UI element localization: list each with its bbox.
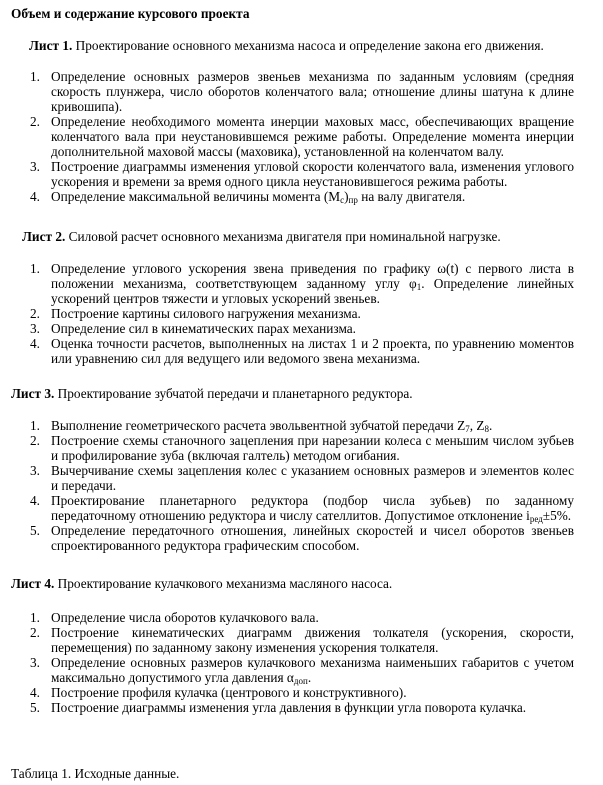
sheet-description: Проектирование кулачкового механизма масляного насоса. [54,576,393,591]
list-item: 3. Построение диаграммы изменения угловой скорости коленчатого вала, изменения углового ускорения и времени за время одного цикла неустановившегося режима работы. [30,159,574,189]
list-item: 4. Построение профиля кулачка (центрового и конструктивного). [30,685,407,700]
sheet-description: Проектирование зубчатой передачи и планетарного редуктора. [54,386,413,401]
list-item: 1. Определение углового ускорения звена приведения по графику ω(t) с первого листа в положении механизма, соответствующем заданному углу $\varphi_1$. Определение линейных ускорений центров тяжести и угловых ускорений звеньев. [30,261,574,306]
sheet-4-heading [11,576,392,591]
sheet-2-list [11,261,574,366]
list-item: 3. Определение основных размеров кулачкового механизма наименьших габаритов с учетом максимально допустимого угла давления $\alpha_{доп}$. [30,655,574,686]
sheet-label: Лист 2. [22,229,66,244]
list-item: 2. Построение кинематических диаграмм движения толкателя (ускорения, скорости, перемещения) по заданному закону изменения ускорения толкателя. [30,625,574,655]
list-item: 2. Определение необходимого момента инерции маховых масс, обеспечивающих вращение коленчатого вала при неустановившемся режиме работы. Определение момента инерции дополнительной маховой массы (маховика), установленной на коленчатом валу. [30,114,574,159]
list-item: 2. Построение картины силового нагружения механизма. [30,306,361,321]
list-item: 5. Определение передаточного отношения, линейных скоростей и чисел оборотов звеньев спроектированного редуктора графическим способом. [30,523,574,553]
sheet-description: Силовой расчет основного механизма двигателя при номинальной нагрузке. [65,229,501,244]
list-item: 1. Определение основных размеров звеньев механизма по заданным условиям (средняя скорость плунжера, число оборотов коленчатого вала; отношение длины шатуна к длине кривошипа). [30,69,574,114]
list-item: 1. Определение числа оборотов кулачкового вала. [30,610,319,625]
list-item: 1. Выполнение геометрического расчета эвольвентной зубчатой передачи $Z_7$, $Z_8$. [30,418,493,434]
list-item: 4. Определение максимальной величины момента $(М_с)_{пр}$ на валу двигателя. [30,189,466,205]
sheet-description: Проектирование основного механизма насоса и определение закона его движения. [72,38,544,53]
list-item: 3. Определение сил в кинематических парах механизма. [30,321,357,336]
list-item: 3. Вычерчивание схемы зацепления колес с указанием основных размеров и элементов колес и передачи. [30,463,574,493]
sheet-label: Лист 4. [11,576,55,591]
sheet-1-list [11,69,574,204]
sheet-label: Лист 3. [11,386,55,401]
page-title: Объем и содержание курсового проекта [11,6,250,21]
sheet-4-list [11,610,574,715]
list-item: 5. Построение диаграммы изменения угла давления в функции угла поворота кулачка. [30,700,527,715]
list-item: 4. Проектирование планетарного редуктора (подбор числа зубьев) по заданному передаточному отношению редуктора и числу сателлитов. Допустимое отклонение $i_{ред}\pm 5\%$. [30,493,574,524]
sheet-3-list [11,418,574,553]
table-caption: Таблица 1. Исходные данные. [11,766,180,781]
sheet-2-heading [22,229,501,244]
sheet-3-heading [11,386,413,401]
list-item: 4. Оценка точности расчетов, выполненных на листах 1 и 2 проекта, по уравнению моментов или уравнению сил для ведущего или ведомого звена механизма. [30,336,574,366]
sheet-label: Лист 1. [29,38,73,53]
sheet-1-heading [29,38,544,53]
list-item: 2. Построение схемы станочного зацепления при нарезании колеса с меньшим числом зубьев и профилирование зуба (включая галтель) методом огибания. [30,433,574,463]
